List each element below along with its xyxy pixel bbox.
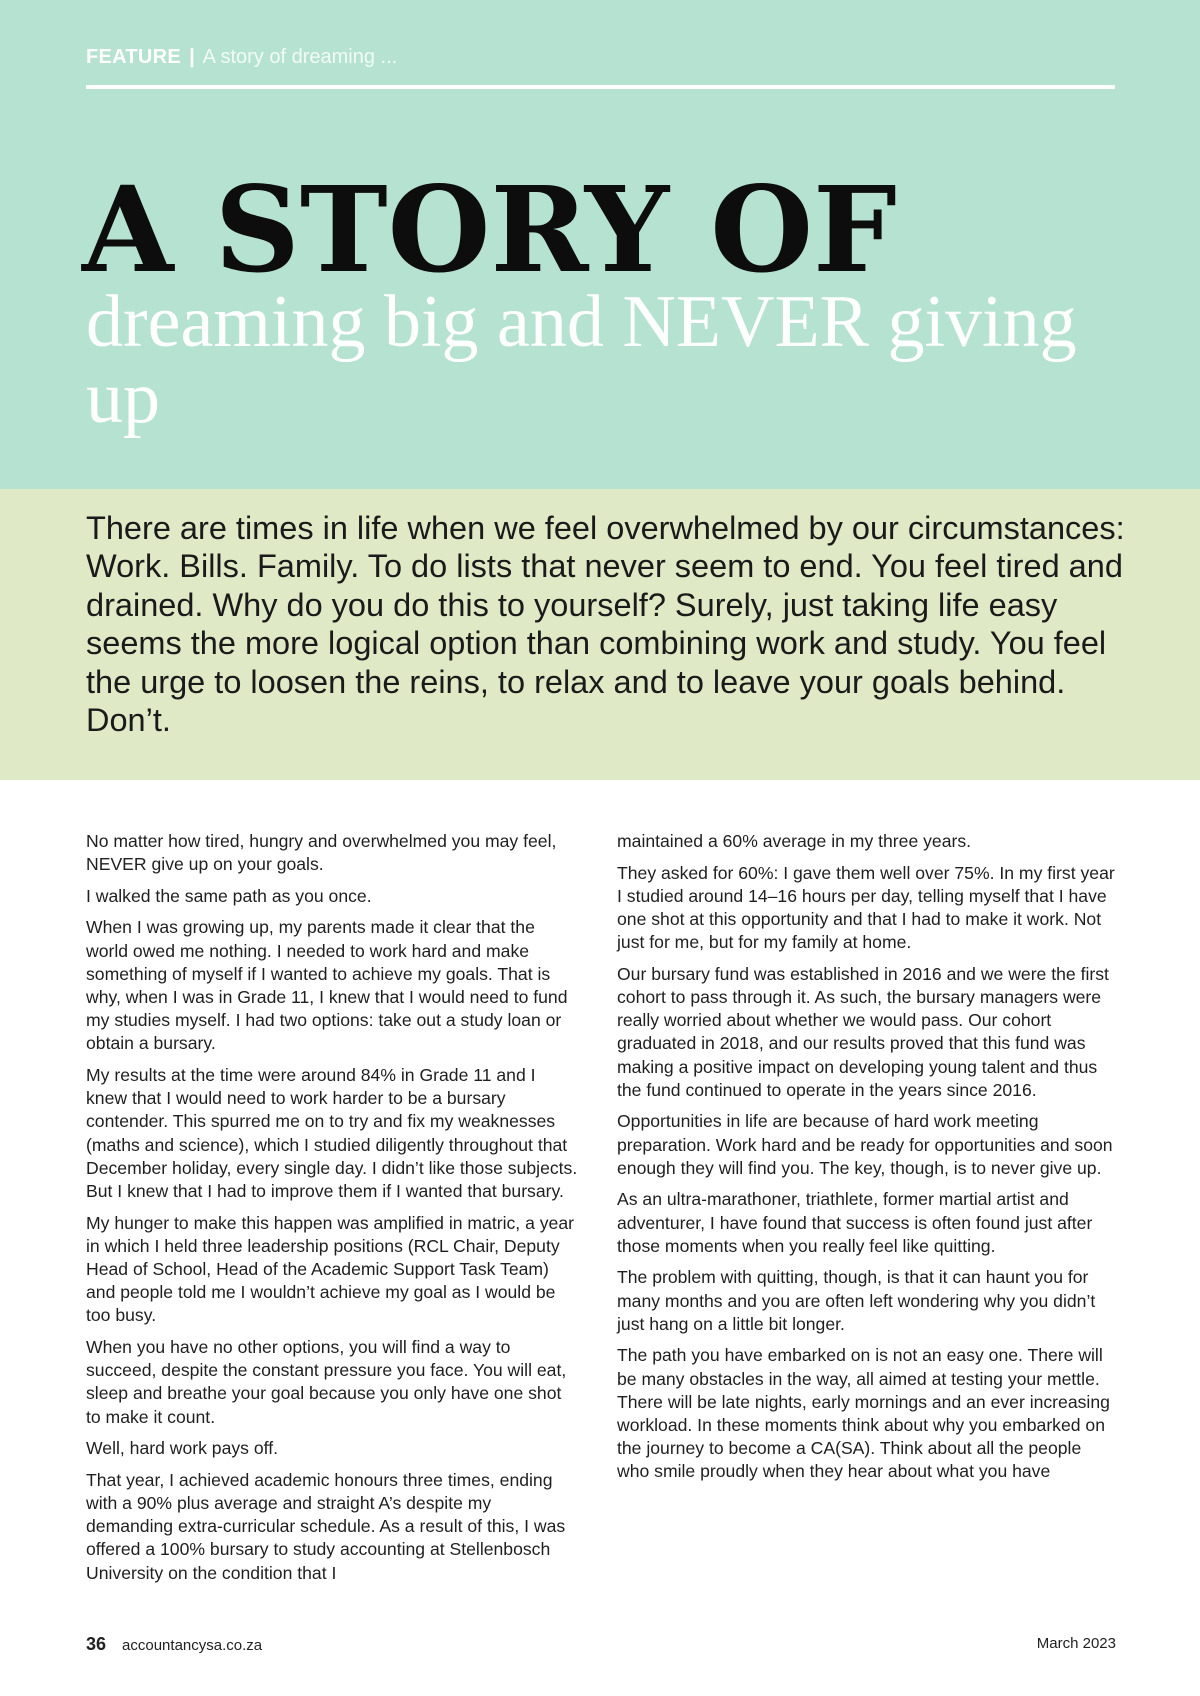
body-paragraph: When I was growing up, my parents made it clear that the world owed me nothing. I needed to work hard and make something of myself if I wanted to achieve my goals. That is why, when I was in Grade 11, I knew that I would need to fund my studies myself. I had two options: take out a study loan or obtain a bursary. <box>86 917 568 1054</box>
body-paragraph: Well, hard work pays off. <box>86 1438 278 1459</box>
page-number: 36 <box>86 1634 107 1654</box>
kicker-section-title: A story of dreaming ... <box>202 46 398 68</box>
body-paragraph: The path you have embarked on is not an easy one. There will be many obstacles in the way, all aimed at testing your mettle. There will be late nights, early mornings and an ever increasing workload. In these moments think about why you embarked on the journey to become a CA(SA). Think about all the people who smile proudly when they hear about what you have <box>617 1345 1110 1482</box>
body-paragraph: They asked for 60%: I gave them well over 75%. In my first year I studied around 14–16 hours per day, telling myself that I have one shot at this opportunity and that I had to make it work. Not just for me, but for my family at home. <box>617 862 1115 953</box>
body-paragraph: As an ultra-marathoner, triathlete, former martial artist and adventurer, I have found that success is often found just after those moments when you really feel like quitting. <box>617 1189 1093 1256</box>
body-paragraph: My hunger to make this happen was amplified in matric, a year in which I held three leadership positions (RCL Chair, Deputy Head of School, Head of the Academic Support Task Team) and people told me I wouldn’t achieve my goal as I would be too busy. <box>86 1212 574 1326</box>
article-subheadline: dreaming big and NEVER giving up <box>86 281 1077 439</box>
body-column-left <box>86 830 580 1593</box>
body-paragraph: The problem with quitting, though, is that it can haunt you for many months and you are often left wondering why you didn’t just hang on a little bit longer. <box>617 1267 1096 1334</box>
hero-banner <box>0 0 1200 489</box>
intro-paragraph: There are times in life when we feel overwhelmed by our circumstances: Work. Bills. Family. To do lists that never seem to end. You feel tired and drained. Why do you do this to yourself? Surely, just taking life easy seems the more logical option than combining work and study. You feel the urge to loosen the reins, to relax and to leave your goals behind. Don’t. <box>86 510 1125 739</box>
body-paragraph: Opportunities in life are because of hard work meeting preparation. Work hard and be ready for opportunities and soon enough they will find you. The key, though, is to never give up. <box>617 1111 1113 1178</box>
page-footer-left <box>86 1634 262 1655</box>
article-headline: A STORY OF <box>82 160 897 299</box>
body-paragraph: When you have no other options, you will find a way to succeed, despite the constant pressure you face. You will eat, sleep and breathe your goal because you only have one shot to make it count. <box>86 1337 567 1427</box>
body-paragraph: No matter how tired, hungry and overwhelmed you may feel, NEVER give up on your goals. <box>86 831 557 875</box>
body-paragraph: I walked the same path as you once. <box>86 885 372 906</box>
kicker-label: FEATURE <box>86 46 182 68</box>
body-paragraph: My results at the time were around 84% in Grade 11 and I knew that I would need to work harder to be a bursary contender. This spurred me on to try and fix my weaknesses (maths and science), which I studied diligently throughout that December holiday, every single day. I didn’t like those subjects. But I knew that I had to improve them if I wanted that bursary. <box>86 1065 578 1202</box>
website-url: accountancysa.co.za <box>122 1637 263 1654</box>
section-kicker <box>86 46 397 69</box>
body-paragraph: That year, I achieved academic honours three times, ending with a 90% plus average and straight A’s despite my demanding extra-curricular schedule. As a result of this, I was offered a 100% bursary to study accounting at Stellenbosch University on the condition that I <box>86 1469 566 1583</box>
issue-date: March 2023 <box>1036 1635 1116 1652</box>
kicker-separator: | <box>189 46 195 68</box>
body-paragraph: maintained a 60% average in my three years. <box>617 831 972 851</box>
body-paragraph: Our bursary fund was established in 2016 and we were the first cohort to pass through it. As such, the bursary managers were really worried about whether we would pass. Our cohort graduated in 2018, and our results proved that this fund was making a positive impact on developing young talent and thus the fund continued to operate in the years since 2016. <box>617 963 1109 1100</box>
header-rule <box>86 85 1115 89</box>
body-column-right <box>617 830 1117 1492</box>
